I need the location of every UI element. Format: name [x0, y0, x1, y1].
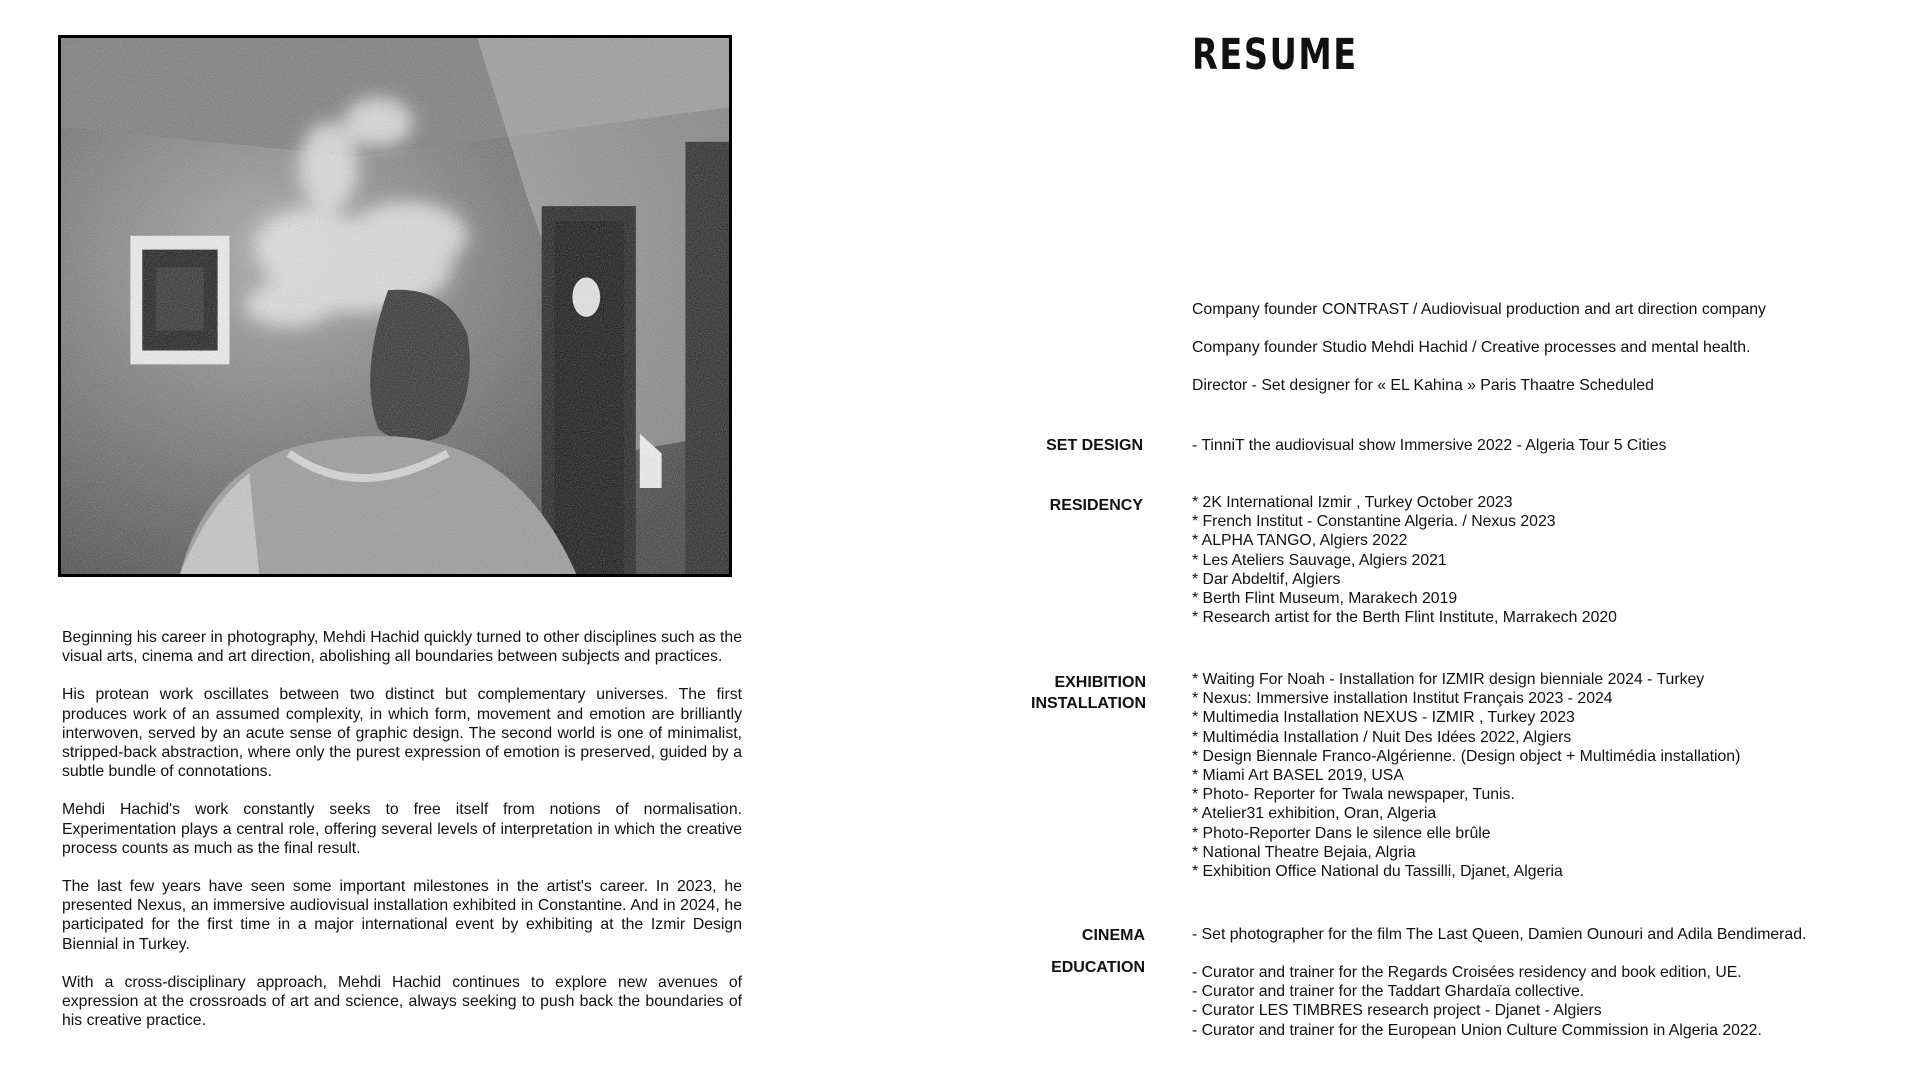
list-item: - Curator and trainer for the European Union Culture Commission in Algeria 2022. [1192, 1021, 1762, 1039]
list-item: - Curator and trainer for the Taddart Ghardaïa collective. [1192, 983, 1585, 1001]
list-item: * Multimedia Installation NEXUS - IZMIR , Turkey 2023 [1192, 709, 1575, 727]
list-item: * National Theatre Bejaia, Algria [1192, 843, 1416, 861]
education-label: EDUCATION [1051, 959, 1145, 976]
resume-intro [1192, 300, 1766, 414]
residency-list [1192, 493, 1617, 627]
bio-paragraph: With a cross-disciplinary approach, Mehdi Hachid continues to explore new avenues of expression at the crossroads of art and science, always seeking to push back the boundaries of his creative practice. [62, 973, 742, 1030]
list-item: - Set photographer for the film The Last Queen, Damien Ounouri and Adila Bendimerad. [1192, 926, 1807, 943]
list-item: * Research artist for the Berth Flint Institute, Marrakech 2020 [1192, 609, 1617, 627]
list-item: * ALPHA TANGO, Algiers 2022 [1192, 532, 1408, 550]
list-item: * Atelier31 exhibition, Oran, Algeria [1192, 805, 1437, 823]
intro-line: Company founder CONTRAST / Audiovisual production and art direction company [1192, 301, 1766, 318]
list-item: - Curator and trainer for the Regards Croisées residency and book edition, UE. [1192, 964, 1742, 981]
list-item: * Photo-Reporter Dans le silence elle brûle [1192, 824, 1491, 842]
list-item: * Berth Flint Museum, Marakech 2019 [1192, 590, 1458, 608]
set-design-list [1192, 436, 1666, 455]
list-item: * Waiting For Noah - Installation for IZMIR design bienniale 2024 - Turkey [1192, 671, 1705, 688]
list-item: * Photo- Reporter for Twala newspaper, Tunis. [1192, 786, 1515, 804]
list-item: * Design Biennale Franco-Algérienne. (Design object + Multimédia installation) [1192, 747, 1741, 765]
list-item: * Nexus: Immersive installation Institut Français 2023 - 2024 [1192, 690, 1613, 708]
exhibition-label-line: EXHIBITION [1054, 674, 1146, 691]
cinema-list [1192, 925, 1806, 944]
portrait-illustration [61, 38, 729, 574]
list-item: * Les Ateliers Sauvage, Algiers 2021 [1192, 551, 1447, 569]
list-item: * Exhibition Office National du Tassilli, Djanet, Algeria [1192, 863, 1563, 881]
list-item: * French Institut - Constantine Algeria. / Nexus 2023 [1192, 513, 1556, 531]
exhibition-installation-label [966, 672, 1146, 714]
list-item: - Curator LES TIMBRES research project - Djanet - Algiers [1192, 1002, 1602, 1020]
bio-paragraph: The last few years have seen some important milestones in the artist's career. In 2023, he presented Nexus, an immersive audiovisual installation exhibited in Constantine. And in 2024, he participated for the first time in a major international event by exhibiting at the Izmir Design Biennial in Turkey. [62, 878, 742, 953]
bio-paragraph: Beginning his career in photography, Mehdi Hachid quickly turned to other disciplines such as the visual arts, cinema and art direction, abolishing all boundaries between subjects and practices. [62, 629, 742, 666]
exhibition-list [1192, 670, 1740, 881]
residency-label: RESIDENCY [1049, 497, 1143, 514]
set-design-label: SET DESIGN [1046, 437, 1143, 454]
cinema-label: CINEMA [1081, 927, 1145, 944]
biography [62, 628, 742, 1049]
intro-line: Director - Set designer for « EL Kahina » Paris Thaatre Scheduled [1192, 377, 1654, 394]
list-item: * Dar Abdeltif, Algiers [1192, 570, 1341, 588]
list-item: - TinniT the audiovisual show Immersive 2022 - Algeria Tour 5 Cities [1192, 437, 1667, 454]
intro-line: Company founder Studio Mehdi Hachid / Creative processes and mental health. [1192, 339, 1751, 356]
education-list [1192, 963, 1762, 1040]
list-item: * 2K International Izmir , Turkey October 2023 [1192, 494, 1513, 511]
bio-paragraph: Mehdi Hachid's work constantly seeks to free itself from notions of normalisation. Experimentation plays a central role, offering several levels of interpretation in which the creative process counts as much as the final result. [62, 801, 742, 857]
portrait-photo [58, 35, 732, 577]
installation-label-line: INSTALLATION [1031, 695, 1146, 712]
resume-title: RESUME [1192, 30, 1358, 80]
list-item: * Multimédia Installation / Nuit Des Idées 2022, Algiers [1192, 728, 1572, 746]
list-item: * Miami Art BASEL 2019, USA [1192, 767, 1404, 785]
bio-paragraph: His protean work oscillates between two distinct but complementary universes. The first produces work of an assumed complexity, in which form, movement and emotion are brilliantly interwoven, served by an acute sense of graphic design. The second world is one of minimalist, stripped-back abstraction, where only the purest expression of emotion is preserved, guided by a subtle bundle of connotations. [62, 686, 742, 781]
